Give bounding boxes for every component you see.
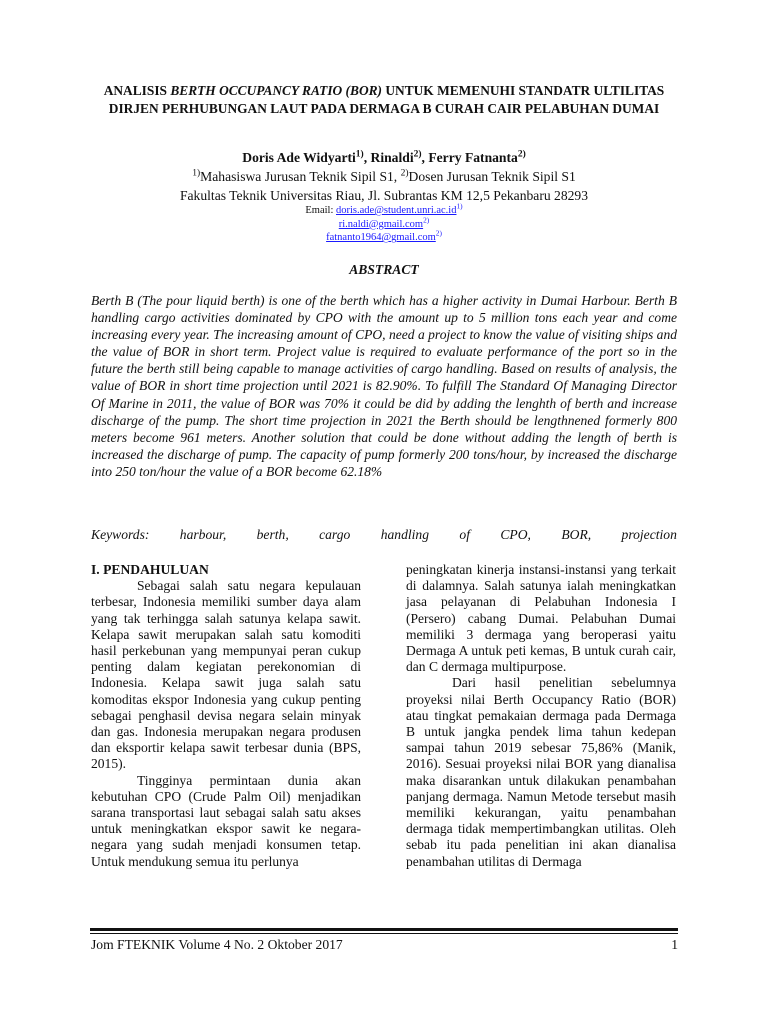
author-name: Ferry Fatnanta (428, 150, 518, 165)
affiliation-mark: 2) (400, 168, 409, 179)
keyword: Keywords: (91, 527, 150, 542)
keyword: handling (380, 527, 430, 542)
keyword: projection (621, 527, 677, 542)
paragraph: Dari hasil penelitian sebelumnya proyeksi nilai Berth Occupancy Ratio (BOR) atau tingkat pemakaian dermaga pada Dermaga B untuk jangka pendek lima tahun kedepan sampai tahun 2019 sebesar 75,86% (Manik, 2016). Sesuai proyeksi nilai BOR yang dianalisa maka disarankan untuk dilakukan penambahan panjang dermaga. Namun Metode tersebut masih memiliki kekurangan, yaitu penambahan dermaga tidak mempertimbangkan utilitas. Oleh sebab itu pada penelitian ini akan dianalisa penambahan utilitas di Dermaga (406, 675, 676, 869)
keyword: cargo (319, 527, 351, 542)
email-link[interactable]: doris.ade@student.unri.ac.id (336, 205, 457, 216)
email-mark: 2) (423, 215, 430, 225)
affiliation-line-1 (90, 167, 678, 186)
author-name: Rinaldi (370, 150, 414, 165)
author-mark: 2) (413, 149, 422, 160)
affiliation-mark: 1) (192, 168, 201, 179)
footer-rule-thick (90, 928, 678, 931)
paper-title (90, 82, 678, 117)
paragraph: Tingginya permintaan dunia akan kebutuhan CPO (Crude Palm Oil) menjadikan sarana transportasi laut sebagai salah satu akses untuk meningkatkan ekspor sawit ke negara-negara yang sudah menjadi konsumen tetap. Untuk mendukung semua itu perlunya (91, 772, 361, 869)
keyword: berth, (256, 527, 289, 542)
affiliation-text: Dosen Jurusan Teknik Sipil S1 (408, 169, 576, 184)
author-mark: 1) (355, 149, 364, 160)
right-column (406, 562, 676, 870)
keyword: BOR, (561, 527, 592, 542)
keyword: CPO, (500, 527, 531, 542)
abstract-body: Berth B (The pour liquid berth) is one of the berth which has a higher activity in Dumai Harbour. Berth B handling cargo activities dominated by CPO with the amount up to 5 million tons each year and come increasing every year. The increasing amount of CPO, need a project to know the value of visiting ships and the value of BOR in short term. Project value is required to evaluate performance of the port so in the future the berth still being capable to manage activities of cargo handling. Based on results of analysis, the value of BOR in short time projection until 2021 is 82.90%. To fulfill The Standard Of Managing Director Of Marine in 2011, the value of BOR was 70% it could be did by adding the lenghth of berth and increase discharge of the pump. The short time projection in 2021 the Berth should be lengthnened formerly 800 meters become 961 meters. Another solution that could be done without adding the length of berth is increased the discharge of pump. The capacity of pump formerly 200 tons/hour, by increased the discharge into 250 ton/hour the value of a BOR become 62.18% (91, 293, 677, 479)
email-link[interactable]: ri.naldi@gmail.com (338, 218, 424, 230)
left-column (91, 562, 361, 870)
keyword: of (459, 527, 470, 542)
title-part-3: UNTUK MEMENUHI STANDATR ULTILITAS DIRJEN PERHUBUNGAN LAUT PADA DERMAGA B CURAH CAIR PELABUHAN DUMAI (108, 83, 665, 116)
page-number: 1 (671, 937, 678, 952)
keyword: harbour, (179, 527, 227, 542)
email-label: Email: (305, 205, 336, 216)
journal-footer: Jom FTEKNIK Volume 4 No. 2 Oktober 2017 (91, 937, 343, 952)
email-mark: 2) (435, 228, 442, 238)
title-part-2-italic: BERTH OCCUPANCY RATIO (BOR) (170, 83, 383, 98)
email-link[interactable]: fatnanto1964@gmail.com (326, 232, 436, 244)
affiliation (90, 167, 678, 205)
email-mark: 1) (456, 201, 463, 211)
title-part-1: ANALISIS (103, 83, 171, 98)
footer-rule-thin (90, 933, 678, 934)
paragraph: Sebagai salah satu negara kepulauan terbesar, Indonesia memiliki sumber daya alam yang tak terhingga salah satunya kelapa sawit. Kelapa sawit merupakan salah satu komoditi hasil perkebunan yang mempunyai peran cukup penting dalam kegiatan perekonomian di Indonesia. Kelapa sawit juga salah satu komoditas ekspor Indonesia yang cukup penting sebagai penghasil devisa negara selain minyak dan gas. Indonesia merupakan negara produsen dan eksportir kelapa sawit terbesar dunia (BPS, 2015). (91, 578, 361, 772)
keywords-line (91, 527, 677, 543)
paragraph: peningkatan kinerja instansi-instansi yang terkait di dalamnya. Salah satunya ialah meningkatkan jasa pelayanan di Pelabuhan Indonesia I (Persero) cabang Dumai. Pelabuhan Dumai memiliki 3 dermaga yang beroperasi yaitu Dermaga A untuk peti kemas, B untuk curah cair, dan C dermaga multipurpose. (406, 562, 676, 675)
affiliation-text: Mahasiswa Jurusan Teknik Sipil S1, (200, 169, 401, 184)
author-line: Doris Ade Widyarti$^{1)}$, Rinaldi$^{2)}$, Ferry Fatnanta$^{2)}$ (242, 149, 526, 165)
abstract-heading: ABSTRACT (349, 262, 419, 277)
section-heading: I. PENDAHULUAN (91, 562, 209, 577)
email-block (90, 201, 678, 245)
author-name: Doris Ade Widyarti (242, 150, 356, 165)
affiliation-line-2: Fakultas Teknik Universitas Riau, Jl. Subrantas KM 12,5 Pekanbaru 28293 (179, 188, 589, 203)
author-mark: 2) (517, 149, 526, 160)
